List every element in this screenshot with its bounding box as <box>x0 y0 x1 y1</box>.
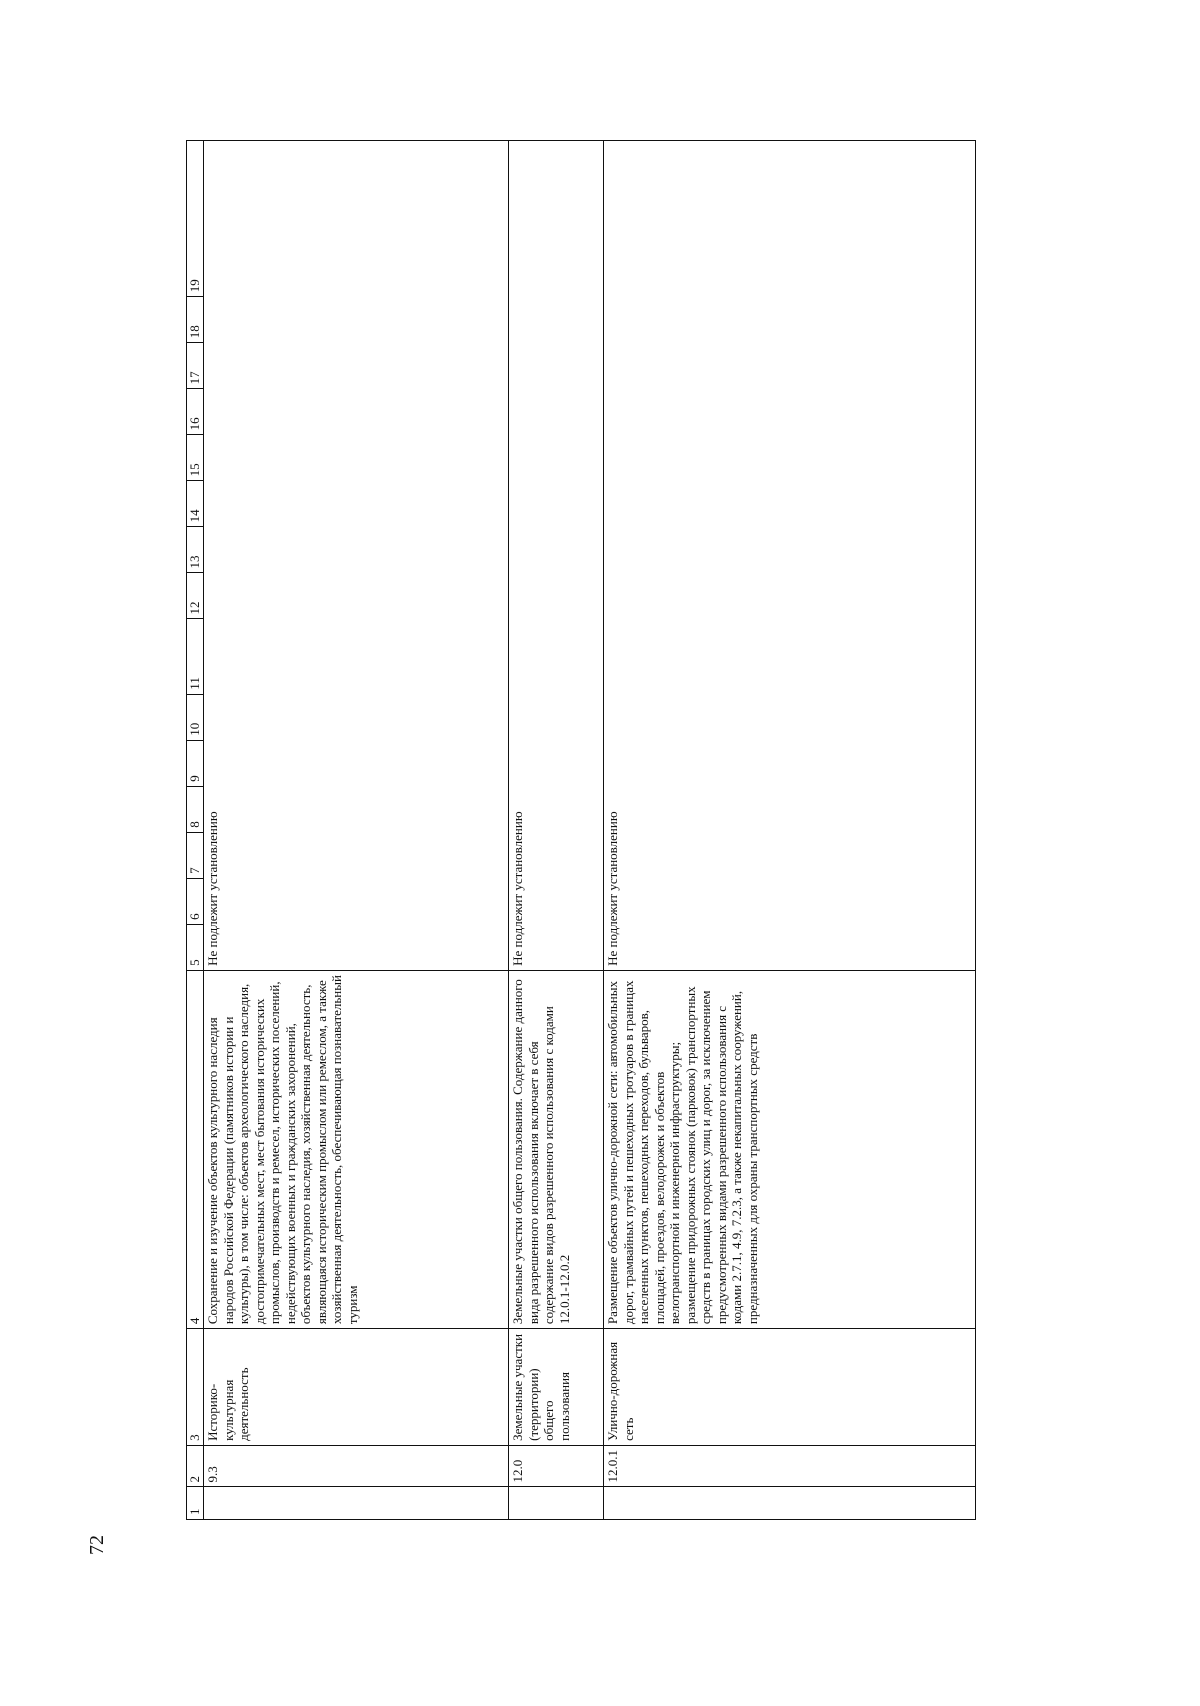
row-status: Не подлежит установлению <box>509 141 604 971</box>
column-number-row <box>187 141 204 1520</box>
row-empty-cell <box>204 1487 509 1520</box>
page-number: 72 <box>86 1535 108 1555</box>
row-code: 12.0 <box>509 1445 604 1487</box>
row-code: 9.3 <box>204 1445 509 1487</box>
col-num-7: 7 <box>187 832 204 878</box>
row-status: Не подлежит установлению <box>604 141 976 971</box>
col-num-9: 9 <box>187 740 204 786</box>
row-name: Улично-дорожная сеть <box>604 1329 976 1446</box>
col-num-8: 8 <box>187 786 204 832</box>
row-description: Земельные участки общего пользования. Содержание данного вида разрешенного использования включает в себя содержание видов разрешенного использования с кодами 12.0.1-12.0.2 <box>509 970 604 1328</box>
row-description: Сохранение и изучение объектов культурного наследия народов Российской Федерации (памятников истории и культуры), в том числе: объектов археологического наследия, достопримечательных мест, мест бытования исторических промыслов, производств и ремесел, исторических поселений, недействующих военных и гражданских захоронений, объектов культурного наследия, хозяйственная деятельность, являющаяся историческим промыслом или ремеслом, а также хозяйственная деятельность, обеспечивающая познавательный туризм <box>204 970 509 1328</box>
col-num-3: 3 <box>187 1329 204 1446</box>
row-name: Историко-культурная деятельность <box>204 1329 509 1446</box>
col-num-12: 12 <box>187 573 204 619</box>
row-name: Земельные участки (территории) общего пользования <box>509 1329 604 1446</box>
col-num-19: 19 <box>187 141 204 297</box>
row-empty-cell <box>509 1487 604 1520</box>
table-row <box>604 141 976 1520</box>
col-num-15: 15 <box>187 435 204 481</box>
row-status: Не подлежит установлению <box>204 141 509 971</box>
rotated-table <box>186 140 976 1520</box>
col-num-1: 1 <box>187 1487 204 1520</box>
col-num-10: 10 <box>187 694 204 740</box>
table-row <box>509 141 604 1520</box>
col-num-13: 13 <box>187 527 204 573</box>
col-num-11: 11 <box>187 619 204 694</box>
col-num-4: 4 <box>187 970 204 1328</box>
table-row <box>204 141 509 1520</box>
col-num-17: 17 <box>187 343 204 389</box>
col-num-2: 2 <box>187 1445 204 1487</box>
zoning-table <box>186 140 976 1520</box>
row-description: Размещение объектов улично-дорожной сети: автомобильных дорог, трамвайных путей и пешеходных тротуаров в границах населенных пунктов, пешеходных переходов, бульваров, площадей, проездов, велодорожек и объектов велотранспортной и инженерной инфраструктуры; размещение придорожных стоянок (парковок) транспортных средств в границах городских улиц и дорог, за исключением предусмотренных видами разрешенного использования с кодами 2.7.1, 4.9, 7.2.3, а также некапитальных сооружений, предназначенных для охраны транспортных средств <box>604 970 976 1328</box>
col-num-6: 6 <box>187 878 204 924</box>
col-num-5: 5 <box>187 924 204 970</box>
col-num-16: 16 <box>187 389 204 435</box>
col-num-14: 14 <box>187 481 204 527</box>
col-num-18: 18 <box>187 297 204 343</box>
row-empty-cell <box>604 1487 976 1520</box>
row-code: 12.0.1 <box>604 1445 976 1487</box>
